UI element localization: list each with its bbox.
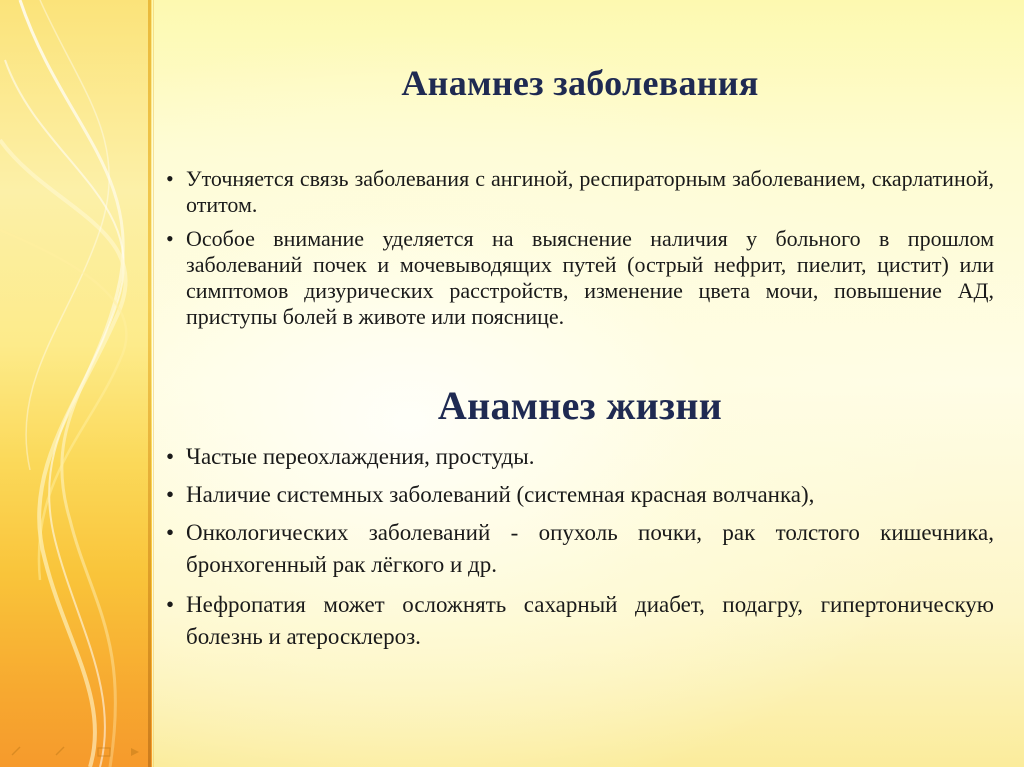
- list-item-text: Частые переохлаждения, простуды.: [186, 444, 535, 469]
- decorative-swirl-graphic: [0, 0, 152, 767]
- bullet-icon: •: [166, 226, 174, 251]
- bullet-icon: •: [166, 520, 175, 545]
- list-item: [166, 226, 994, 330]
- list-item: [166, 517, 994, 581]
- bullet-icon: •: [166, 444, 175, 469]
- life-history-list: [166, 441, 994, 659]
- list-item-text: Особое внимание уделяется на выяснение наличия у больного в прошлом заболеваний почек и мочевыводящих путей (острый нефрит, пиелит, цистит) или симптомов дизурических расстройств, изменение цвета мочи, повышение АД, приступы болей в животе или пояснице.: [186, 226, 994, 329]
- decorative-side-band: [0, 0, 152, 767]
- disease-history-list: [166, 166, 994, 338]
- list-item: [166, 166, 994, 218]
- side-band-rule-thin: [153, 0, 154, 767]
- bullet-icon: •: [166, 592, 175, 617]
- bullet-icon: •: [166, 166, 174, 191]
- list-item: [166, 441, 994, 473]
- side-band-rule: [148, 0, 151, 767]
- list-item: [166, 589, 994, 653]
- list-item-text: Онкологических заболеваний - опухоль почки, рак толстого кишечника, бронхогенный рак лёгкого и др.: [186, 520, 994, 577]
- section-title-life-history: Анамнез жизни: [437, 383, 723, 428]
- list-item-text: Уточняется связь заболевания с ангиной, респираторным заболеванием, скарлатиной, отитом.: [186, 166, 994, 217]
- slide-controls-faint-icon: [6, 743, 146, 761]
- section-title-disease-history: Анамнез заболевания: [401, 63, 759, 103]
- list-item-text: Наличие системных заболеваний (системная красная волчанка),: [186, 482, 815, 507]
- bullet-icon: •: [166, 482, 175, 507]
- list-item-text: Нефропатия может осложнять сахарный диабет, подагру, гипертоническую болезнь и атеросклероз.: [186, 592, 994, 649]
- list-item: [166, 479, 994, 511]
